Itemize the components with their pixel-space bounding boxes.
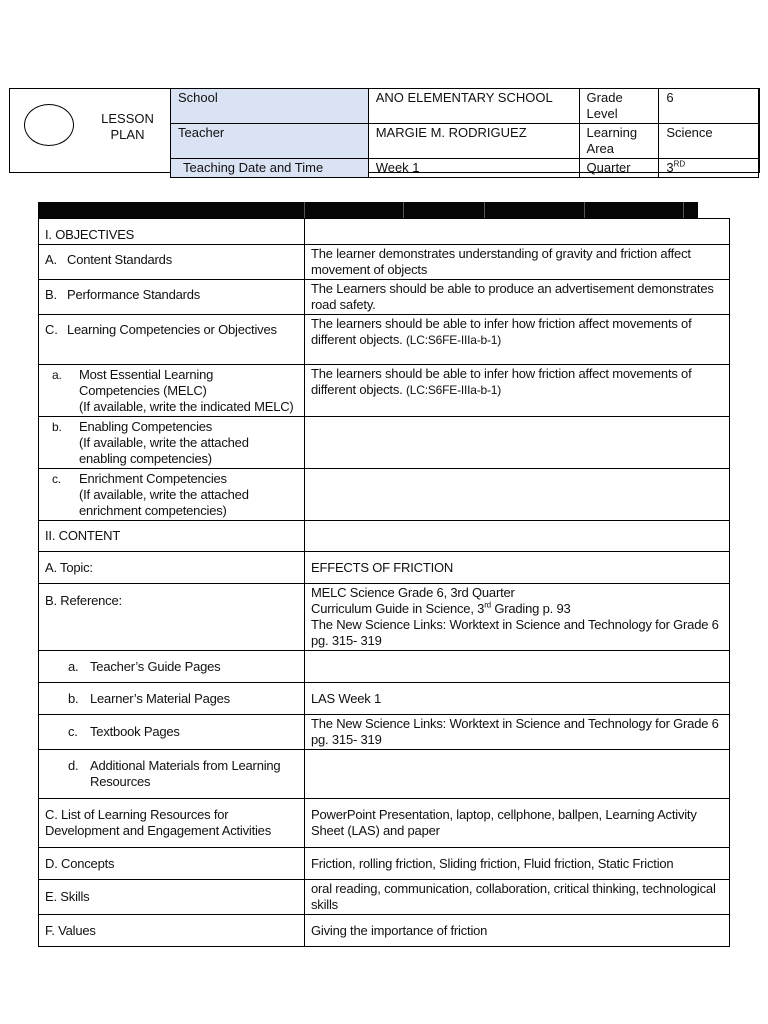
melc-label: a. Most Essential Learning Competencies (MELC) (If available, write the indicated MELC) [52, 367, 294, 414]
school-label: School [171, 89, 369, 124]
performance-standards-value: The Learners should be able to produce an advertisement demonstrates road safety. [305, 280, 730, 315]
learning-competencies-value: The learners should be able to infer how friction affect movements of different objects. (LC:S6FE-IIIa-b-1) [305, 315, 730, 365]
grade-level-label: Grade Level [579, 89, 659, 124]
learning-resources-value: PowerPoint Presentation, laptop, cellphone, ballpen, Learning Activity Sheet (LAS) and paper [305, 799, 730, 848]
reference-value: MELC Science Grade 6, 3rd Quarter Curriculum Guide in Science, 3rd Grading p. 93 The New Science Links: Worktext in Science and Technology for Grade 6 pg. 315- 319 [305, 584, 730, 651]
table-row [39, 219, 730, 245]
teachers-guide-label: a. Teacher’s Guide Pages [68, 658, 221, 674]
enabling-competencies-value [305, 417, 730, 469]
learning-area-value: Science [659, 124, 759, 159]
enabling-competencies-label: b. Enabling Competencies (If available, write the attached enabling competencies) [52, 419, 249, 466]
skills-value: oral reading, communication, collaboration, critical thinking, technological skills [305, 880, 730, 915]
quarter-value: 3RD [659, 159, 759, 178]
teacher-label: Teacher [171, 124, 369, 159]
table-row [39, 715, 730, 750]
table-row [39, 683, 730, 715]
teaching-date-label: Teaching Date and Time [171, 159, 369, 178]
table-row [39, 417, 730, 469]
topic-value: EFFECTS OF FRICTION [305, 552, 730, 584]
performance-standards-label: B. Performance Standards [45, 287, 201, 302]
quarter-label: Quarter [579, 159, 659, 178]
enrichment-competencies-label: c. Enrichment Competencies (If available, write the attached enrichment competencies) [52, 471, 249, 518]
values-label: F. Values [39, 915, 305, 947]
table-row [39, 880, 730, 915]
lesson-plan-table [38, 218, 730, 947]
concepts-label: D. Concepts [39, 848, 305, 880]
table-row [39, 315, 730, 365]
lesson-plan-title: LESSON PLAN [101, 111, 154, 142]
table-row [39, 469, 730, 521]
teaching-date-value: Week 1 [368, 159, 579, 178]
values-value: Giving the importance of friction [305, 915, 730, 947]
textbook-pages-label: c. Textbook Pages [68, 724, 180, 739]
topic-label: A. Topic: [39, 552, 305, 584]
table-row [39, 365, 730, 417]
objectives-heading: I. OBJECTIVES [39, 219, 305, 245]
content-standards-value: The learner demonstrates understanding of gravity and friction affect movement of objects [305, 245, 730, 280]
table-row [39, 651, 730, 683]
table-row [39, 521, 730, 552]
school-value: ANO ELEMENTARY SCHOOL [368, 89, 579, 124]
skills-label: E. Skills [39, 880, 305, 915]
additional-materials-label: d. Additional Materials from Learning Resources [68, 758, 281, 789]
header-info-table [170, 88, 759, 178]
table-row [39, 799, 730, 848]
content-standards-label: A. Content Standards [45, 252, 173, 267]
learners-material-label: b. Learner’s Material Pages [68, 690, 230, 706]
melc-value: The learners should be able to infer how friction affect movements of different objects. (LC:S6FE-IIIa-b-1) [305, 365, 730, 417]
grade-level-value: 6 [659, 89, 759, 124]
school-logo-placeholder [24, 104, 74, 146]
table-row [39, 915, 730, 947]
concepts-value: Friction, rolling friction, Sliding friction, Fluid friction, Static Friction [305, 848, 730, 880]
enrichment-competencies-value [305, 469, 730, 521]
additional-materials-value [305, 750, 730, 799]
table-header-bar [38, 202, 698, 218]
lesson-plan-header [9, 88, 760, 173]
learning-resources-label: C. List of Learning Resources for Development and Engagement Activities [39, 799, 305, 848]
table-row [39, 584, 730, 651]
content-heading: II. CONTENT [39, 521, 305, 552]
teacher-value: MARGIE M. RODRIGUEZ [368, 124, 579, 159]
learning-competencies-label: C. Learning Competencies or Objectives [45, 322, 277, 337]
reference-label: B. Reference: [39, 584, 305, 651]
teachers-guide-value [305, 651, 730, 683]
table-row [39, 280, 730, 315]
table-row [39, 245, 730, 280]
learning-area-label: Learning Area [579, 124, 659, 159]
textbook-pages-value: The New Science Links: Worktext in Science and Technology for Grade 6 pg. 315- 319 [305, 715, 730, 750]
table-row [39, 552, 730, 584]
table-row [39, 750, 730, 799]
table-row [39, 848, 730, 880]
learners-material-value: LAS Week 1 [305, 683, 730, 715]
